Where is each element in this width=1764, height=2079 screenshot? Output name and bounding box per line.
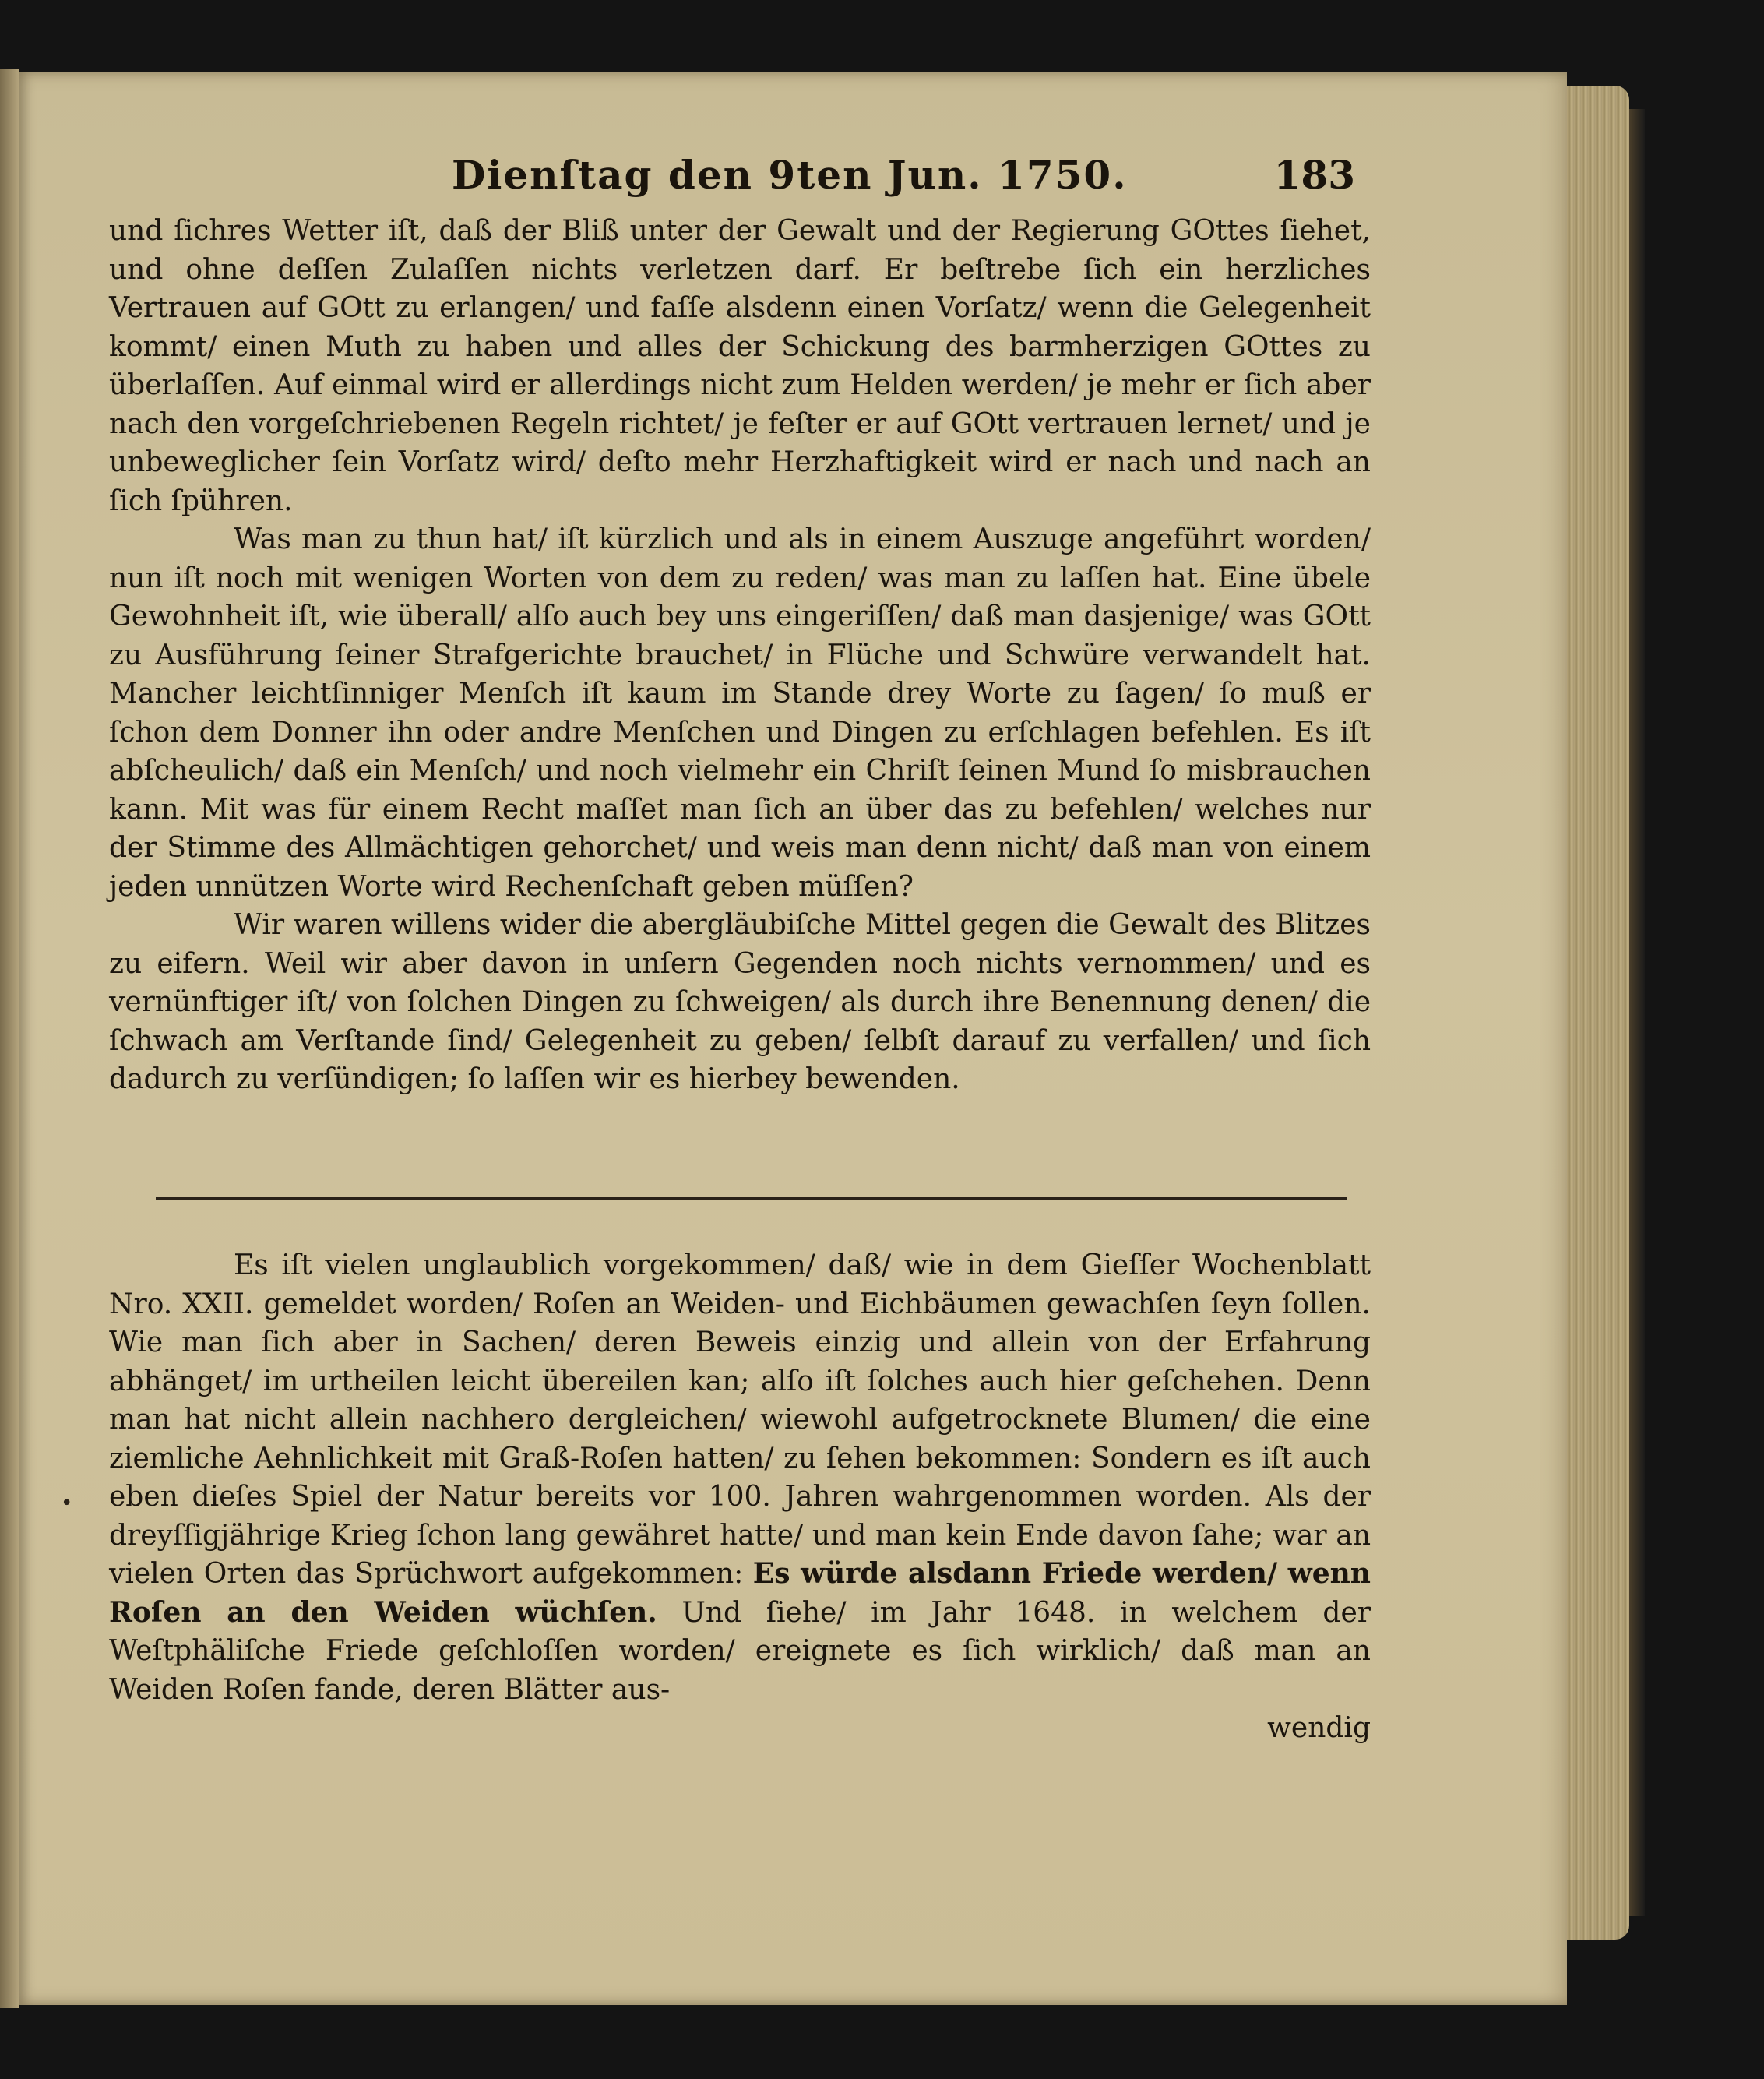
roses-text-before: Es iſt vielen unglaublich vorgekommen/ daß/ wie in dem Gieſſer Wochenblatt Nro. XXII. gemeldet worden/ Roſen an Weiden- und Eichbäumen gewachſen ſeyn ſollen. Wie man ſich aber in Sachen/ deren Beweis einzig und allein von der Erfahrung abhänget/ im urtheilen leicht übereilen kan; alſo iſt ſolches auch hier geſchehen. Denn man hat nicht allein nachhero dergleichen/ wiewohl aufgetrocknete Blumen/ die eine ziemliche Aehnlichkeit mit Graß-Roſen hatten/ zu ſehen bekommen: Sondern es iſt auch eben dieſes Spiel der Natur bereits vor 100. Jahren wahrgenommen worden. Als der dreyſſigjährige Krieg ſchon lang gewähret hatte/ und man kein Ende davon ſahe; war an vielen Orten das Sprüchwort aufgekommen: [109, 1249, 1371, 1590]
running-title: Dienſtag den 9ten Jun. 1750. [452, 152, 1128, 198]
book-spine-shadow [1629, 109, 1645, 1916]
left-page-edge [0, 69, 19, 2008]
article-weather-text [109, 212, 1371, 1099]
catchword: wendig [1267, 1712, 1371, 1744]
roses-text-after: Und ſiehe/ im Jahr 1648. in welchem der Weſtphäliſche Friede geſchloſſen worden/ ereignete es ſich wirklich/ daß man an Weiden Roſen fande, deren Blätter aus- [109, 1596, 1371, 1706]
running-header [109, 152, 1355, 206]
paragraph-1: und ſichres Wetter iſt, daß der Bliß unter der Gewalt und der Regierung GOttes ſiehet, und ohne deſſen Zulaſſen nichts verletzen darf. Er beſtrebe ſich ein herzliches Vertrauen auf GOtt zu erlangen/ und faſſe alsdenn einen Vorſatz/ wenn die Gelegenheit kommt/ einen Muth zu haben und alles der Schickung des barmherzigen GOttes zu überlaſſen. Auf einmal wird er allerdings nicht zum Helden werden/ je mehr er ſich aber nach den vorgeſchriebenen Regeln richtet/ je feſter er auf GOtt vertrauen lernet/ und je unbeweglicher ſein Vorſatz wird/ deſto mehr Herzhaftigkeit wird er nach und nach an ſich ſpühren. [109, 215, 1371, 517]
article-roses-text [109, 1246, 1371, 1748]
paragraph-2: Was man zu thun hat/ iſt kürzlich und als in einem Auszuge angeführt worden/ nun iſt noch mit wenigen Worten von dem zu reden/ was man zu laſſen hat. Eine übele Gewohnheit iſt, wie überall/ alſo auch bey uns eingeriſſen/ daß man dasjenige/ was GOtt zu Ausführung ſeiner Strafgerichte brauchet/ in Flüche und Schwüre verwandelt hat. Mancher leichtſinniger Menſch iſt kaum im Stande drey Worte zu ſagen/ ſo muß er ſchon dem Donner ihn oder andre Menſchen und Dingen zu erſchlagen befehlen. Es iſt abſcheulich/ daß ein Menſch/ und noch vielmehr ein Chriſt ſeinen Mund ſo misbrauchen kann. Mit was für einem Recht maſſet man ſich an über das zu befehlen/ welches nur der Stimme des Allmächtigen gehorchet/ und weis man denn nicht/ daß man von einem jeden unnützen Worte wird Rechenſchaft geben müſſen? [109, 523, 1371, 903]
margin-mark: • [61, 1492, 73, 1515]
page-stack-edge [1567, 86, 1629, 1940]
paragraph-3: Wir waren willens wider die abergläubiſche Mittel gegen die Gewalt des Blitzes zu eifern. Weil wir aber davon in unſern Gegenden noch nichts vernommen/ und es vernünftiger iſt/ von ſolchen Dingen zu ſchweigen/ als durch ihre Benennung denen/ die ſchwach am Verſtande ſind/ Gelegenheit zu geben/ ſelbſt darauf zu verfallen/ und ſich dadurch zu verſündigen; ſo laſſen wir es hierbey bewenden. [109, 909, 1371, 1095]
page-number: 183 [1273, 152, 1355, 198]
proverb-emphasis: Es würde alsdann Friede werden/ wenn Roſen an den Weiden wüchſen. [109, 1557, 1371, 1629]
roses-paragraph [109, 1246, 1371, 1748]
section-divider [156, 1197, 1347, 1200]
